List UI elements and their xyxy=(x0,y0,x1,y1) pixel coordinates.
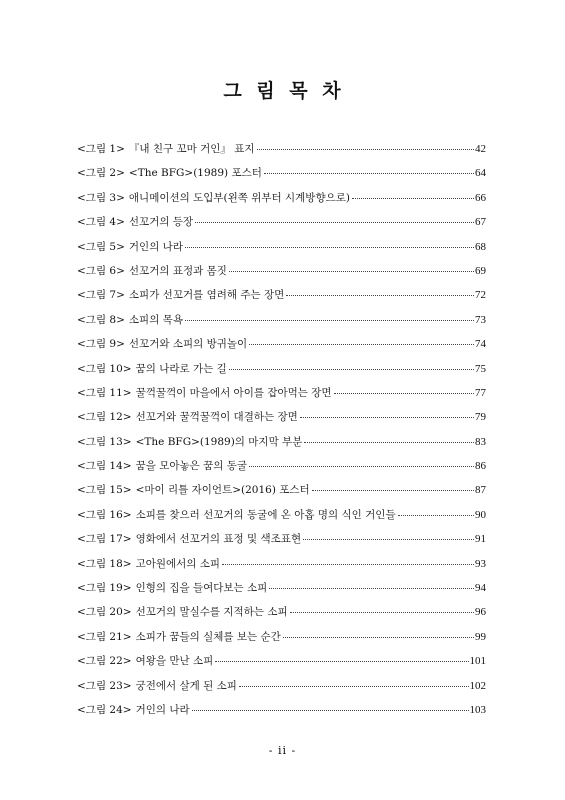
figure-label: <그림 11> xyxy=(77,386,132,399)
page-number: 72 xyxy=(475,289,486,302)
figure-label: <그림 6> xyxy=(77,264,125,277)
figure-caption: 선꼬거와 꿀꺽꿀꺽이 대결하는 장면 xyxy=(135,411,298,424)
toc-entry-7[interactable] xyxy=(77,287,486,311)
figure-label: <그림 22> xyxy=(77,655,132,668)
dot-leader xyxy=(269,588,474,589)
toc-entry-5[interactable] xyxy=(77,239,486,263)
page-number: 90 xyxy=(475,508,486,521)
figure-label: <그림 4> xyxy=(77,216,125,229)
toc-entry-19[interactable] xyxy=(77,580,486,604)
figure-label: <그림 23> xyxy=(77,679,132,692)
toc-entry-8[interactable] xyxy=(77,312,486,336)
toc-entry-22[interactable] xyxy=(77,653,486,677)
toc-entry-4[interactable] xyxy=(77,214,486,238)
page-number: 94 xyxy=(475,582,486,595)
figure-caption: 선꼬거의 표정과 몸짓 xyxy=(128,264,227,277)
page-number: 86 xyxy=(475,460,486,473)
page-number: 83 xyxy=(475,435,486,448)
figure-label: <그림 10> xyxy=(77,362,132,375)
figure-caption: 선꼬거의 등장 xyxy=(128,216,194,229)
toc-entry-20[interactable] xyxy=(77,604,486,628)
figure-caption: 선꼬거와 소피의 방귀놀이 xyxy=(128,338,248,351)
toc-entry-2[interactable] xyxy=(77,165,486,189)
toc-entry-24[interactable] xyxy=(77,702,486,726)
figure-caption: 소피가 선꼬거를 염려해 주는 장면 xyxy=(128,289,285,302)
toc-entry-3[interactable] xyxy=(77,190,486,214)
figure-caption: <The BFG>(1989) 포스터 xyxy=(128,167,262,180)
page-number: 101 xyxy=(469,655,486,668)
dot-leader xyxy=(249,466,474,467)
figure-label: <그림 21> xyxy=(77,630,132,643)
page-number: 67 xyxy=(475,216,486,229)
figure-label: <그림 14> xyxy=(77,460,132,473)
figure-caption: 선꼬거의 말실수를 지적하는 소피 xyxy=(135,606,288,619)
dot-leader xyxy=(185,320,474,321)
figure-label: <그림 7> xyxy=(77,289,125,302)
figure-caption: 여왕을 만난 소피 xyxy=(135,655,214,668)
dot-leader xyxy=(264,173,474,174)
figure-caption: 거인의 나라 xyxy=(135,703,190,716)
dot-leader xyxy=(286,295,474,296)
toc-entry-17[interactable] xyxy=(77,531,486,555)
page-number: 74 xyxy=(475,338,486,351)
figure-label: <그림 15> xyxy=(77,484,132,497)
figure-label: <그림 8> xyxy=(77,313,125,326)
dot-leader xyxy=(303,539,474,540)
figure-label: <그림 9> xyxy=(77,338,125,351)
dot-leader xyxy=(229,271,474,272)
figure-label: <그림 19> xyxy=(77,582,132,595)
dot-leader xyxy=(334,393,474,394)
dot-leader xyxy=(257,149,474,150)
toc-entry-16[interactable] xyxy=(77,507,486,531)
figure-label: <그림 20> xyxy=(77,606,132,619)
page-number: 69 xyxy=(475,264,486,277)
toc-entry-1[interactable] xyxy=(77,141,486,165)
figure-caption: 거인의 나라 xyxy=(128,240,183,253)
toc-entry-21[interactable] xyxy=(77,629,486,653)
dot-leader xyxy=(304,442,474,443)
page-number: 79 xyxy=(475,411,486,424)
toc-entry-23[interactable] xyxy=(77,678,486,702)
toc-entry-12[interactable] xyxy=(77,409,486,433)
page-footer-number: - ii - xyxy=(268,744,297,757)
dot-leader xyxy=(185,247,474,248)
figure-label: <그림 24> xyxy=(77,703,132,716)
figure-label: <그림 1> xyxy=(77,143,125,155)
toc-entry-9[interactable] xyxy=(77,336,486,360)
figure-label: <그림 17> xyxy=(77,533,132,546)
page-number: 42 xyxy=(475,143,486,155)
figure-caption: 애니메이션의 도입부(왼쪽 위부터 시계방향으로) xyxy=(128,191,350,204)
toc-entry-13[interactable] xyxy=(77,434,486,458)
page-title: 그 림 목 차 xyxy=(223,80,342,102)
page-number: 102 xyxy=(469,679,486,692)
dot-leader xyxy=(229,369,474,370)
dot-leader xyxy=(312,490,474,491)
figure-caption: <마이 리틀 자이언트>(2016) 포스터 xyxy=(135,484,310,497)
page-number: 93 xyxy=(475,557,486,570)
page-number: 96 xyxy=(475,606,486,619)
dot-leader xyxy=(215,661,468,662)
toc-entry-10[interactable] xyxy=(77,361,486,385)
toc-entry-14[interactable] xyxy=(77,458,486,482)
figure-label: <그림 5> xyxy=(77,240,125,253)
figure-label: <그림 16> xyxy=(77,508,132,521)
figure-label: <그림 13> xyxy=(77,435,132,448)
dot-leader xyxy=(290,612,474,613)
page-number: 91 xyxy=(475,533,486,546)
figure-caption: 소피를 찾으러 선꼬거의 동굴에 온 아홉 명의 식인 거인들 xyxy=(135,508,396,521)
figure-caption: 인형의 집을 들여다보는 소피 xyxy=(135,582,268,595)
figure-caption: 『내 친구 꼬마 거인』 표지 xyxy=(128,143,255,155)
toc-entry-18[interactable] xyxy=(77,556,486,580)
dot-leader xyxy=(239,686,469,687)
dot-leader xyxy=(222,564,474,565)
figure-caption: 소피의 목욕 xyxy=(128,313,183,326)
page-number: 68 xyxy=(475,240,486,253)
figure-caption: 꿈의 나라로 가는 길 xyxy=(135,362,227,375)
page-number: 87 xyxy=(475,484,486,497)
figure-caption: 꿀꺽꿀꺽이 마을에서 아이를 잡아먹는 장면 xyxy=(135,386,332,399)
page-number: 77 xyxy=(475,386,486,399)
dot-leader xyxy=(192,710,469,711)
figure-caption: 영화에서 선꼬거의 표정 및 색조표현 xyxy=(135,533,302,546)
figure-list xyxy=(77,141,486,726)
dot-leader xyxy=(283,637,474,638)
figure-label: <그림 2> xyxy=(77,167,125,180)
figure-label: <그림 12> xyxy=(77,411,132,424)
page-number: 66 xyxy=(475,191,486,204)
figure-caption: 궁전에서 살게 된 소피 xyxy=(135,679,237,692)
figure-caption: 소피가 꿈들의 실체를 보는 순간 xyxy=(135,630,281,643)
dot-leader xyxy=(300,417,474,418)
page-number: 75 xyxy=(475,362,486,375)
dot-leader xyxy=(249,344,474,345)
figure-caption: 꿈을 모아놓은 꿈의 동굴 xyxy=(135,460,248,473)
page-number: 73 xyxy=(475,313,486,326)
figure-caption: 고아원에서의 소피 xyxy=(135,557,221,570)
page-number: 103 xyxy=(469,703,486,716)
page-number: 99 xyxy=(475,630,486,643)
toc-entry-6[interactable] xyxy=(77,263,486,287)
figure-label: <그림 18> xyxy=(77,557,132,570)
dot-leader xyxy=(398,515,474,516)
dot-leader xyxy=(195,222,474,223)
toc-entry-15[interactable] xyxy=(77,482,486,506)
dot-leader xyxy=(352,198,474,199)
page-number: 64 xyxy=(475,167,486,180)
toc-entry-11[interactable] xyxy=(77,385,486,409)
figure-caption: <The BFG>(1989)의 마지막 부분 xyxy=(135,435,303,448)
figure-label: <그림 3> xyxy=(77,191,125,204)
